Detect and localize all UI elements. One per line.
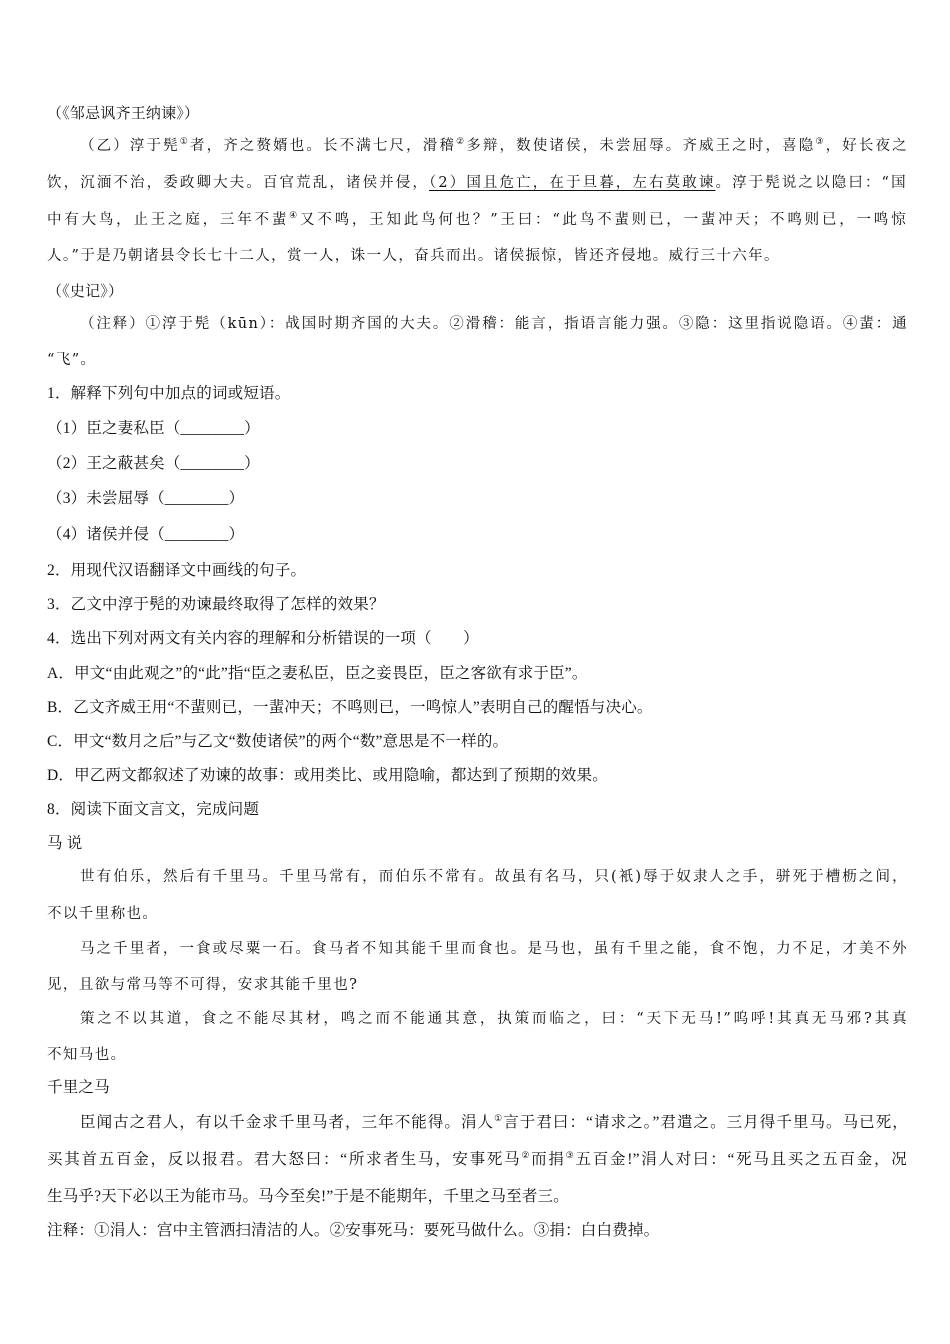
yi-line-4: 人。”于是乃朝诸县令长七十二人，赏一人，诛一人，奋兵而出。诸侯振惊，皆还齐侵地。威行三十六年。 — [47, 248, 780, 264]
underlined-sentence: （2）国且危亡，在于旦暮，左右莫敢谏 — [429, 175, 716, 191]
question-1-item-4: （4）诸侯并侵（________） — [47, 526, 245, 543]
yi-source: （《史记》） — [47, 282, 124, 300]
mashuo-p3-line-2: 不知马也。 — [47, 1047, 127, 1063]
mashuo-p2-line-1: 马之千里者，一食或尽粟一石。食马者不知其能千里而食也。是马也，虽有千里之能，食不饱，力不足，才美不外 — [80, 941, 908, 957]
jia-source: （《邹忌讽齐王纳谏》） — [47, 104, 200, 122]
question-8-title: 8．阅读下面文言文，完成问题 — [47, 801, 260, 818]
question-1-item-1: （1）臣之妻私臣（________） — [47, 420, 260, 437]
yi-l1c: 多辩，数使诸侯，未尝屈辱。齐威王之时，喜隐 — [466, 138, 816, 154]
yi-line-3 — [47, 210, 907, 230]
option-b: B．乙文齐威王用“不蜚则已，一蜚冲天；不鸣则已，一鸣惊人”表明自己的醒悟与决心。 — [47, 699, 653, 716]
option-a: A．甲文“由此观之”的“此”指“臣之妻私臣，臣之妾畏臣，臣之客欲有求于臣”。 — [47, 665, 588, 682]
question-1-item-3: （3）未尝屈辱（________） — [47, 490, 245, 507]
yi-l1b: 者，齐之赘婿也。长不满七尺，滑稽 — [189, 138, 457, 154]
yi-line-1 — [80, 136, 908, 156]
qianli-line-3: 生马乎?天下必以王为能市马。马今至矣!”于是不能期年，千里之马至者三。 — [47, 1188, 569, 1205]
qianli-l2c: 五百金!”涓人对曰：“死马且买之五百金，况 — [575, 1151, 907, 1168]
mashuo-p1-line-1: 世有伯乐，然后有千里马。千里马常有，而伯乐不常有。故虽有名马，只(衹)辱于奴隶人之手，骈死于槽枥之间， — [80, 869, 908, 885]
note-mark-2: ② — [456, 137, 467, 148]
qianli-note-mark-1: ① — [494, 1112, 504, 1123]
qianli-line-1 — [80, 1113, 908, 1133]
qianli-note-mark-3: ③ — [565, 1149, 576, 1160]
mashuo-p2-line-2: 见，且欲与常马等不可得，安求其能千里也? — [47, 977, 359, 993]
question-1: 1．解释下列句中加点的词或短语。 — [47, 385, 291, 402]
qianli-note-mark-2: ② — [521, 1149, 532, 1160]
mashuo-title: 马 说 — [47, 835, 83, 852]
qianli-l1b: 言于君曰：“请求之。”君遣之。三月得千里马。马已死， — [503, 1114, 908, 1131]
qianli-l2a: 买其首五百金，反以报君。君大怒曰：“所求者生马，安事死马 — [47, 1151, 522, 1168]
note-mark-3: ③ — [815, 137, 826, 148]
qianli-line-2 — [47, 1150, 907, 1170]
yi-l2a: 饮，沉湎不治，委政卿大夫。百官荒乱，诸侯并侵， — [47, 175, 430, 191]
yi-l1d: ，好长夜之 — [825, 138, 909, 154]
option-d: D．甲乙两文都叙述了劝谏的故事：或用类比、或用隐喻，都达到了预期的效果。 — [47, 767, 608, 784]
note-mark-1: ① — [179, 137, 190, 148]
note-mark-4: ④ — [289, 211, 300, 222]
question-3: 3．乙文中淳于髡的劝谏最终取得了怎样的效果？ — [47, 596, 385, 613]
qianli-l2b: 而捐 — [531, 1151, 566, 1168]
yi-l2b: 。淳于髡说之以隐曰：“国 — [715, 175, 907, 191]
qianli-title: 千里之马 — [47, 1079, 110, 1096]
yi-note-1: （注释）①淳于髡（kūn）：战国时期齐国的大夫。②滑稽：能言，指语言能力强。③隐：这里指说隐语。④蜚：通 — [80, 316, 908, 332]
option-c: C．甲文“数月之后”与乙文“数使诸侯”的两个“数”意思是不一样的。 — [47, 733, 509, 750]
question-2: 2．用现代汉语翻译文中画线的句子。 — [47, 562, 307, 579]
yi-l1a: （乙）淳于髡 — [80, 138, 180, 154]
yi-l3b: 又不鸣，王知此鸟何也？”王曰：“此鸟不蜚则已，一蜚冲天；不鸣则已，一鸣惊 — [300, 212, 908, 228]
question-4: 4．选出下列对两文有关内容的理解和分析错误的一项（ ） — [47, 630, 479, 647]
yi-line-2 — [47, 173, 907, 193]
mashuo-p1-line-2: 不以千里称也。 — [47, 906, 159, 922]
qianli-l1a: 臣闻古之君人，有以千金求千里马者，三年不能得。涓人 — [80, 1114, 495, 1131]
yi-note-2: “飞”。 — [47, 352, 97, 368]
question-1-item-2: （2）王之蔽甚矣（________） — [47, 455, 260, 472]
yi-l3a: 中有大鸟，止王之庭，三年不蜚 — [47, 212, 290, 228]
qianli-note: 注释：①涓人：宫中主管洒扫清洁的人。②安事死马：要死马做什么。③捐：白白费掉。 — [47, 1222, 660, 1239]
mashuo-p3-line-1: 策之不以其道，食之不能尽其材，鸣之而不能通其意，执策而临之，曰：“天下无马!”呜呼!其真无马邪?其真 — [80, 1011, 908, 1027]
